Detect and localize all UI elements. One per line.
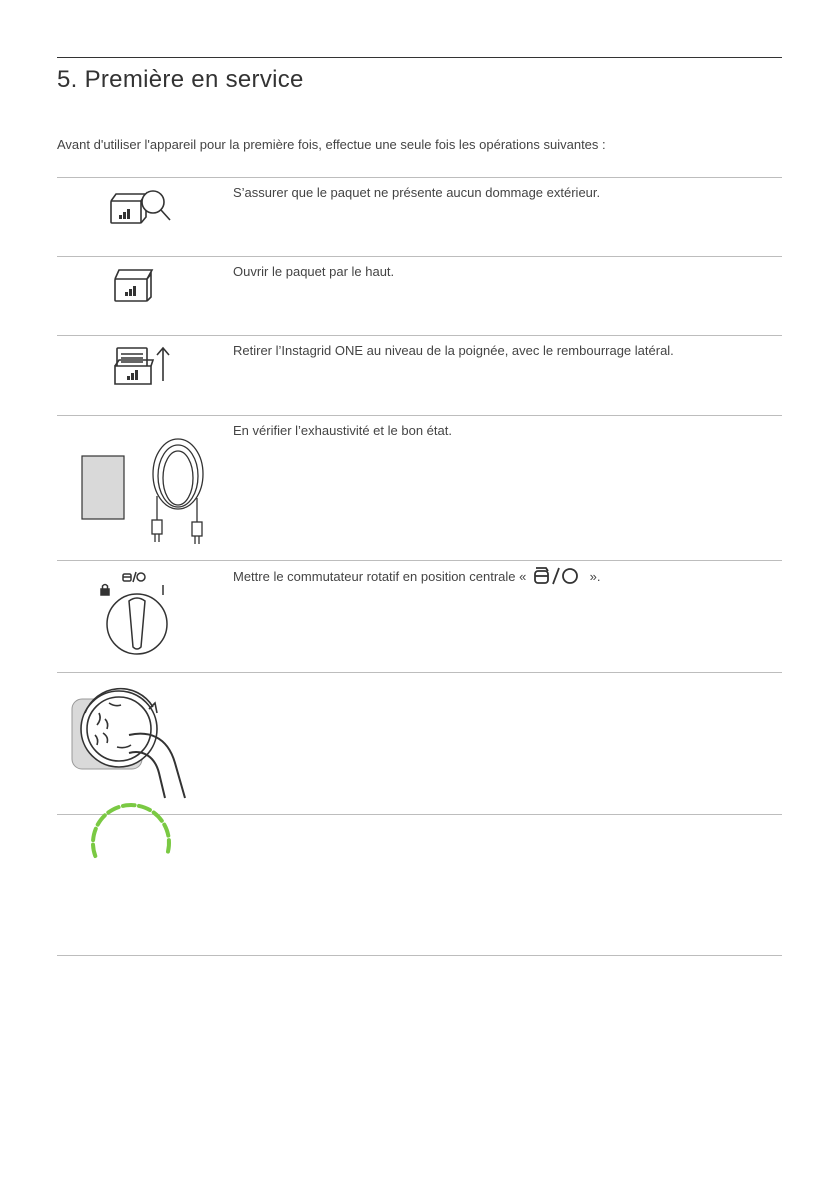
- step-5-text-after: ».: [585, 569, 601, 584]
- bottom-rule: [57, 955, 782, 956]
- off-symbol-icon: [137, 573, 145, 581]
- led-segment: [93, 845, 95, 856]
- step-row-4: [57, 415, 782, 561]
- step-2-text: Ouvrir le paquet par le haut.: [233, 264, 395, 279]
- plug-twist-icon: [57, 673, 227, 814]
- manual-icon: [82, 456, 124, 519]
- step-1-text: S’assurer que le paquet ne présente aucun dommage extérieur.: [233, 185, 601, 200]
- led-segment: [164, 825, 168, 836]
- step-row-5: [57, 560, 782, 673]
- rotary-switch-icon: [57, 561, 227, 673]
- top-rule: [57, 57, 782, 58]
- manual-and-cable-icon: [57, 416, 227, 561]
- led-segment: [93, 829, 96, 840]
- led-segment: [154, 813, 162, 821]
- step-row-3: [57, 335, 782, 416]
- section-title: 5. Première en service: [57, 66, 304, 93]
- step-row-2: [57, 256, 782, 336]
- power-cable-icon: [152, 439, 203, 544]
- box-magnifier-icon: [57, 178, 227, 257]
- step-3-text: Retirer l’Instagrid ONE au niveau de la poignée, avec le rembourrage latéral.: [233, 343, 674, 358]
- step-4-text: En vérifier l’exhaustivité et le bon état.: [233, 423, 452, 438]
- led-segment: [168, 840, 169, 852]
- step-5-text: [233, 567, 600, 586]
- lock-symbol-icon: [101, 589, 109, 595]
- box-lift-icon: [57, 336, 227, 416]
- step-row-6: [57, 672, 782, 814]
- led-segment: [98, 815, 105, 824]
- step-row-1: [57, 177, 782, 257]
- led-segment: [123, 805, 135, 806]
- step-row-7: [57, 814, 782, 956]
- intro-text: Avant d'utiliser l'appareil pour la première fois, effectue une seule fois les opérations suivantes :: [57, 137, 606, 152]
- charge-off-symbol-icon: [534, 567, 582, 585]
- led-ring-icon: [57, 815, 227, 956]
- open-box-icon: [57, 257, 227, 336]
- step-5-text-before: Mettre le commutateur rotatif en position centrale «: [233, 569, 530, 584]
